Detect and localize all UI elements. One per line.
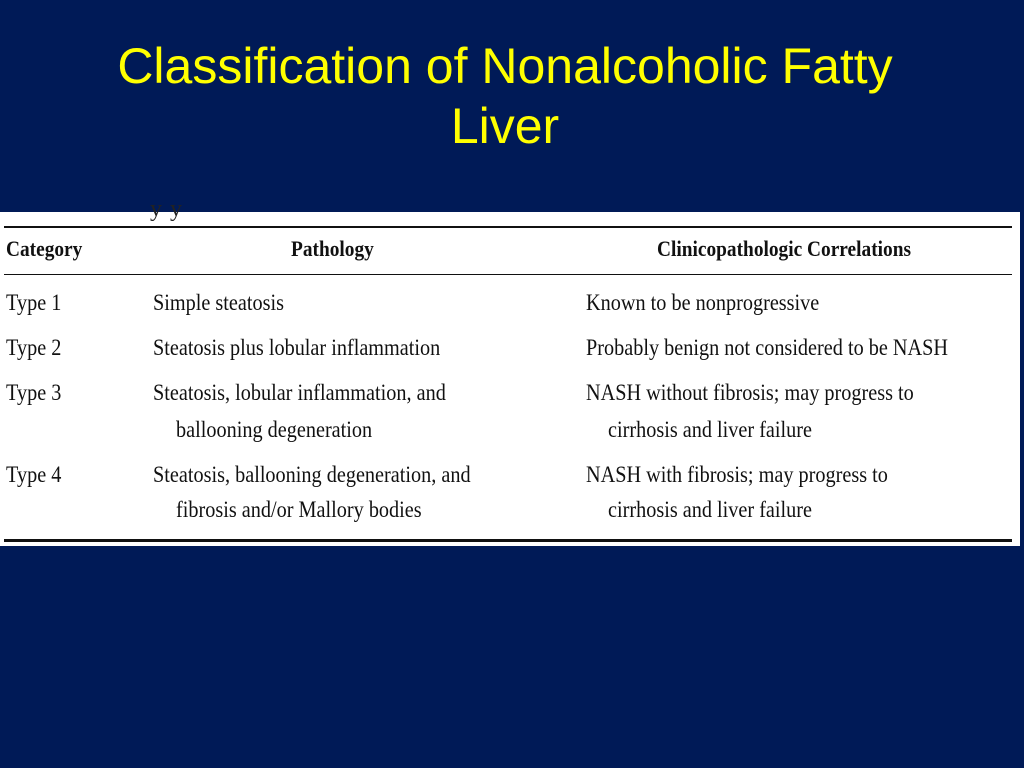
table-header-rule bbox=[4, 274, 1012, 275]
row-2-correlations: Probably benign not considered to be NASH bbox=[586, 335, 949, 360]
row-4-pathology-line-2: fibrosis and/or Mallory bodies bbox=[176, 497, 422, 522]
header-pathology: Pathology bbox=[291, 236, 374, 261]
slide-title-line-2: Liver bbox=[450, 98, 560, 154]
row-3-pathology-line-2: ballooning degeneration bbox=[176, 417, 373, 442]
classification-table bbox=[0, 196, 1020, 546]
row-4-pathology-line-1: Steatosis, ballooning degeneration, and bbox=[153, 462, 471, 487]
row-2-pathology: Steatosis plus lobular inflammation bbox=[153, 335, 441, 360]
cropped-caption: y y bbox=[150, 196, 183, 222]
table-bottom-rule bbox=[4, 539, 1012, 542]
row-1-category: Type 1 bbox=[6, 290, 62, 315]
row-3-correlations-line-1: NASH without fibrosis; may progress to bbox=[586, 380, 914, 405]
header-correlations: Clinicopathologic Correlations bbox=[657, 236, 912, 261]
table-top-rule bbox=[4, 226, 1012, 228]
row-1-pathology: Simple steatosis bbox=[153, 290, 285, 315]
header-category: Category bbox=[6, 236, 83, 261]
row-3-pathology-line-1: Steatosis, lobular inflammation, and bbox=[153, 380, 446, 405]
slide-title bbox=[0, 36, 1010, 156]
row-1-correlations: Known to be nonprogressive bbox=[586, 290, 820, 315]
slide-title-line-1: Classification of Nonalcoholic Fatty bbox=[117, 38, 893, 94]
row-2-category: Type 2 bbox=[6, 335, 62, 360]
row-3-category: Type 3 bbox=[6, 380, 62, 405]
row-4-correlations-line-1: NASH with fibrosis; may progress to bbox=[586, 462, 888, 487]
row-3-correlations-line-2: cirrhosis and liver failure bbox=[608, 417, 813, 442]
row-4-category: Type 4 bbox=[6, 462, 62, 487]
row-4-correlations-line-2: cirrhosis and liver failure bbox=[608, 497, 813, 522]
